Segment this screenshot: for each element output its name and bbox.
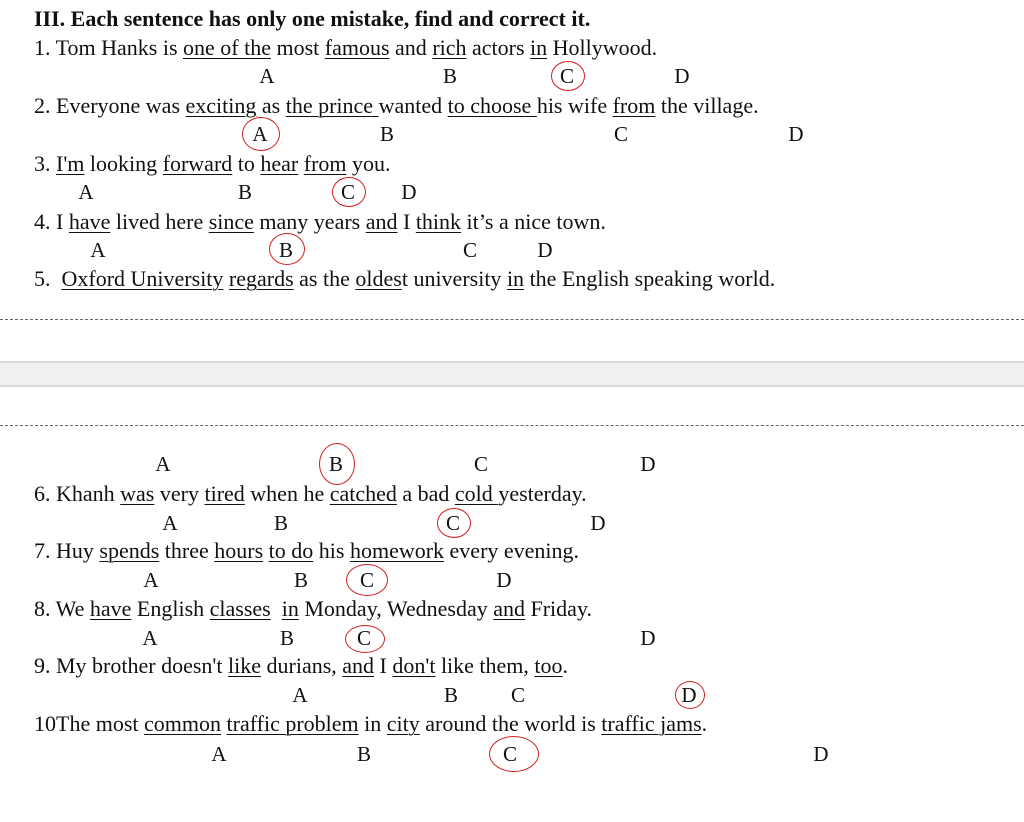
q3-option-d: D [401, 180, 417, 204]
sentence-text: 9. [34, 653, 56, 678]
option-b-text: traffic problem [226, 711, 359, 736]
option-d-text: too [534, 653, 563, 678]
sentence-text: his [313, 538, 350, 563]
option-b-text: classes [209, 596, 271, 621]
sentence-text: actors [466, 35, 531, 60]
option-a-text: one of the [183, 35, 271, 60]
sentence-text: Hollywood. [547, 35, 658, 60]
sentence-5 [34, 266, 775, 292]
option-a-text: have [89, 596, 132, 621]
sentence-text: 5. [34, 266, 62, 291]
q8-option-b: B [279, 626, 294, 650]
sentence-text: lived here [110, 209, 209, 234]
q6-option-b: B [273, 511, 288, 535]
option-c-text: to choose [447, 93, 537, 118]
sentence-text: three [159, 538, 215, 563]
sentence-text: a bad [396, 481, 455, 506]
sentence-text: the English speaking world. [524, 266, 776, 291]
option-a-text: spends [99, 538, 160, 563]
option-d-text: traffic jams [601, 711, 702, 736]
option-c-text: hear [260, 151, 299, 176]
sentence-text: when he [244, 481, 330, 506]
top-option-b: B [328, 452, 343, 476]
top-option-a: A [155, 452, 171, 476]
sentence-text: wanted [378, 93, 448, 118]
sentence-3 [34, 151, 391, 177]
option-c-text: in [281, 596, 299, 621]
option-a-text: exciting [185, 93, 257, 118]
sentence-text: 2. [34, 93, 56, 118]
sentence-text: Monday, Wednesday [298, 596, 494, 621]
sentence-text: Everyone was [56, 93, 186, 118]
sentence-7 [34, 538, 579, 564]
sentence-text: in [358, 711, 387, 736]
option-b-text: tired [204, 481, 245, 506]
sentence-text: . [562, 653, 569, 678]
q9-option-d: D [681, 683, 697, 707]
q7-option-b: B [293, 568, 308, 592]
q4-option-a: A [90, 238, 106, 262]
q4-option-b: B [278, 238, 293, 262]
sentence-text: around the world is [419, 711, 602, 736]
q2-option-d: D [788, 122, 804, 146]
sentence-text: English [131, 596, 210, 621]
sentence-text: yesterday. [498, 481, 587, 506]
option-b-text: famous [324, 35, 390, 60]
sentence-text: many years [253, 209, 366, 234]
sentence-text: 4. [34, 209, 56, 234]
option-a-text: like [228, 653, 261, 678]
sentence-text: it’s a nice town. [461, 209, 606, 234]
option-d-text: from [303, 151, 347, 176]
sentence-text: 1. [34, 35, 56, 60]
option-c-text: don't [392, 653, 436, 678]
sentence-text: t university [401, 266, 507, 291]
q2-option-a: A [252, 122, 268, 146]
q4-answer-circle [269, 233, 305, 265]
sentence-text: My brother doesn't [56, 653, 228, 678]
q1-option-d: D [674, 64, 690, 88]
q6-option-a: A [162, 511, 178, 535]
sentence-text: I [397, 209, 416, 234]
option-a-text: have [68, 209, 111, 234]
option-b-text: forward [162, 151, 233, 176]
sentence-text: The most [56, 711, 144, 736]
q6-answer-circle [437, 508, 471, 538]
page-break-dashed-line [0, 319, 1024, 320]
option-c-text: rich [432, 35, 467, 60]
sentence-text: 10 [34, 711, 56, 736]
sentence-8 [34, 596, 592, 622]
sentence-text: Tom Hanks is [55, 35, 184, 60]
exercise-title: III. Each sentence has only one mistake, find and correct it. [34, 6, 591, 31]
top-answer-circle [319, 443, 355, 485]
q8-answer-circle [345, 625, 385, 653]
sentence-text: 7. [34, 538, 56, 563]
q1-option-b: B [442, 64, 457, 88]
sentence-text: Huy [56, 538, 100, 563]
q4-option-d: D [537, 238, 553, 262]
option-d-text: think [415, 209, 462, 234]
option-d-text: cold [454, 481, 499, 506]
q7-answer-circle [346, 564, 388, 596]
sentence-text: 6. [34, 481, 56, 506]
q10-answer-circle [489, 736, 539, 772]
sentence-text: . [701, 711, 708, 736]
q9-option-a: A [292, 683, 308, 707]
q10-option-d: D [813, 742, 829, 766]
q3-option-b: B [237, 180, 252, 204]
option-b-text: the prince [285, 93, 379, 118]
sentence-text: most [270, 35, 325, 60]
q2-answer-circle [242, 117, 280, 151]
q10-option-a: A [211, 742, 227, 766]
q3-answer-circle [332, 177, 366, 207]
page-break-dashed-line [0, 425, 1024, 426]
option-a-text: was [120, 481, 155, 506]
q4-option-c: C [462, 238, 477, 262]
option-c-text: city [386, 711, 420, 736]
sentence-text: looking [84, 151, 163, 176]
q8-option-c: C [356, 626, 371, 650]
sentence-text: and [389, 35, 433, 60]
q2-option-c: C [613, 122, 628, 146]
sentence-text: the village. [655, 93, 759, 118]
sentence-text: you. [346, 151, 391, 176]
option-c-text: oldes [355, 266, 402, 291]
q6-option-c: C [445, 511, 460, 535]
sentence-text: We [55, 596, 90, 621]
q3-option-c: C [340, 180, 355, 204]
q9-option-b: B [443, 683, 458, 707]
option-b-text: regards [228, 266, 294, 291]
sentence-text [271, 596, 282, 621]
sentence-6 [34, 481, 587, 507]
top-option-d: D [640, 452, 656, 476]
sentence-4 [34, 209, 606, 235]
page-gap [0, 361, 1024, 387]
sentence-text: his wife [536, 93, 613, 118]
sentence-10 [34, 711, 707, 737]
sentence-text: like them, [435, 653, 535, 678]
sentence-text: very [154, 481, 205, 506]
sentence-text: I [56, 209, 69, 234]
option-b-text: hours [214, 538, 264, 563]
option-d-text: in [506, 266, 525, 291]
q1-answer-circle [551, 61, 585, 91]
sentence-text: I [374, 653, 393, 678]
q8-option-d: D [640, 626, 656, 650]
option-d-text: and [493, 596, 525, 621]
q9-answer-circle [675, 681, 705, 709]
sentence-1 [34, 35, 657, 61]
sentence-text: as the [293, 266, 356, 291]
q1-option-a: A [259, 64, 275, 88]
option-d-text: in [530, 35, 548, 60]
q9-option-c: C [510, 683, 525, 707]
q10-option-c: C [502, 742, 517, 766]
q2-option-b: B [379, 122, 394, 146]
option-d-text: from [612, 93, 656, 118]
q10-option-b: B [356, 742, 371, 766]
top-option-c: C [473, 452, 488, 476]
sentence-9 [34, 653, 568, 679]
option-a-text: I'm [56, 151, 85, 176]
sentence-text: every evening. [444, 538, 580, 563]
q3-option-a: A [78, 180, 94, 204]
sentence-text: 8. [34, 596, 56, 621]
q8-option-a: A [142, 626, 158, 650]
option-a-text: Oxford University [61, 266, 224, 291]
sentence-text: 3. [34, 151, 56, 176]
q7-option-c: C [359, 568, 374, 592]
sentence-2 [34, 93, 759, 119]
option-c-text: catched [329, 481, 397, 506]
option-c-text: to do [268, 538, 314, 563]
option-b-text: since [208, 209, 254, 234]
q6-option-d: D [590, 511, 606, 535]
option-d-text: homework [349, 538, 445, 563]
sentence-text: to [232, 151, 261, 176]
sentence-text: Friday. [525, 596, 593, 621]
q7-option-a: A [143, 568, 159, 592]
q7-option-d: D [496, 568, 512, 592]
sentence-text: Khanh [56, 481, 121, 506]
sentence-text: as [256, 93, 286, 118]
sentence-text: durians, [261, 653, 343, 678]
q1-option-c: C [559, 64, 574, 88]
option-b-text: and [342, 653, 375, 678]
option-c-text: and [365, 209, 398, 234]
option-a-text: common [144, 711, 221, 736]
